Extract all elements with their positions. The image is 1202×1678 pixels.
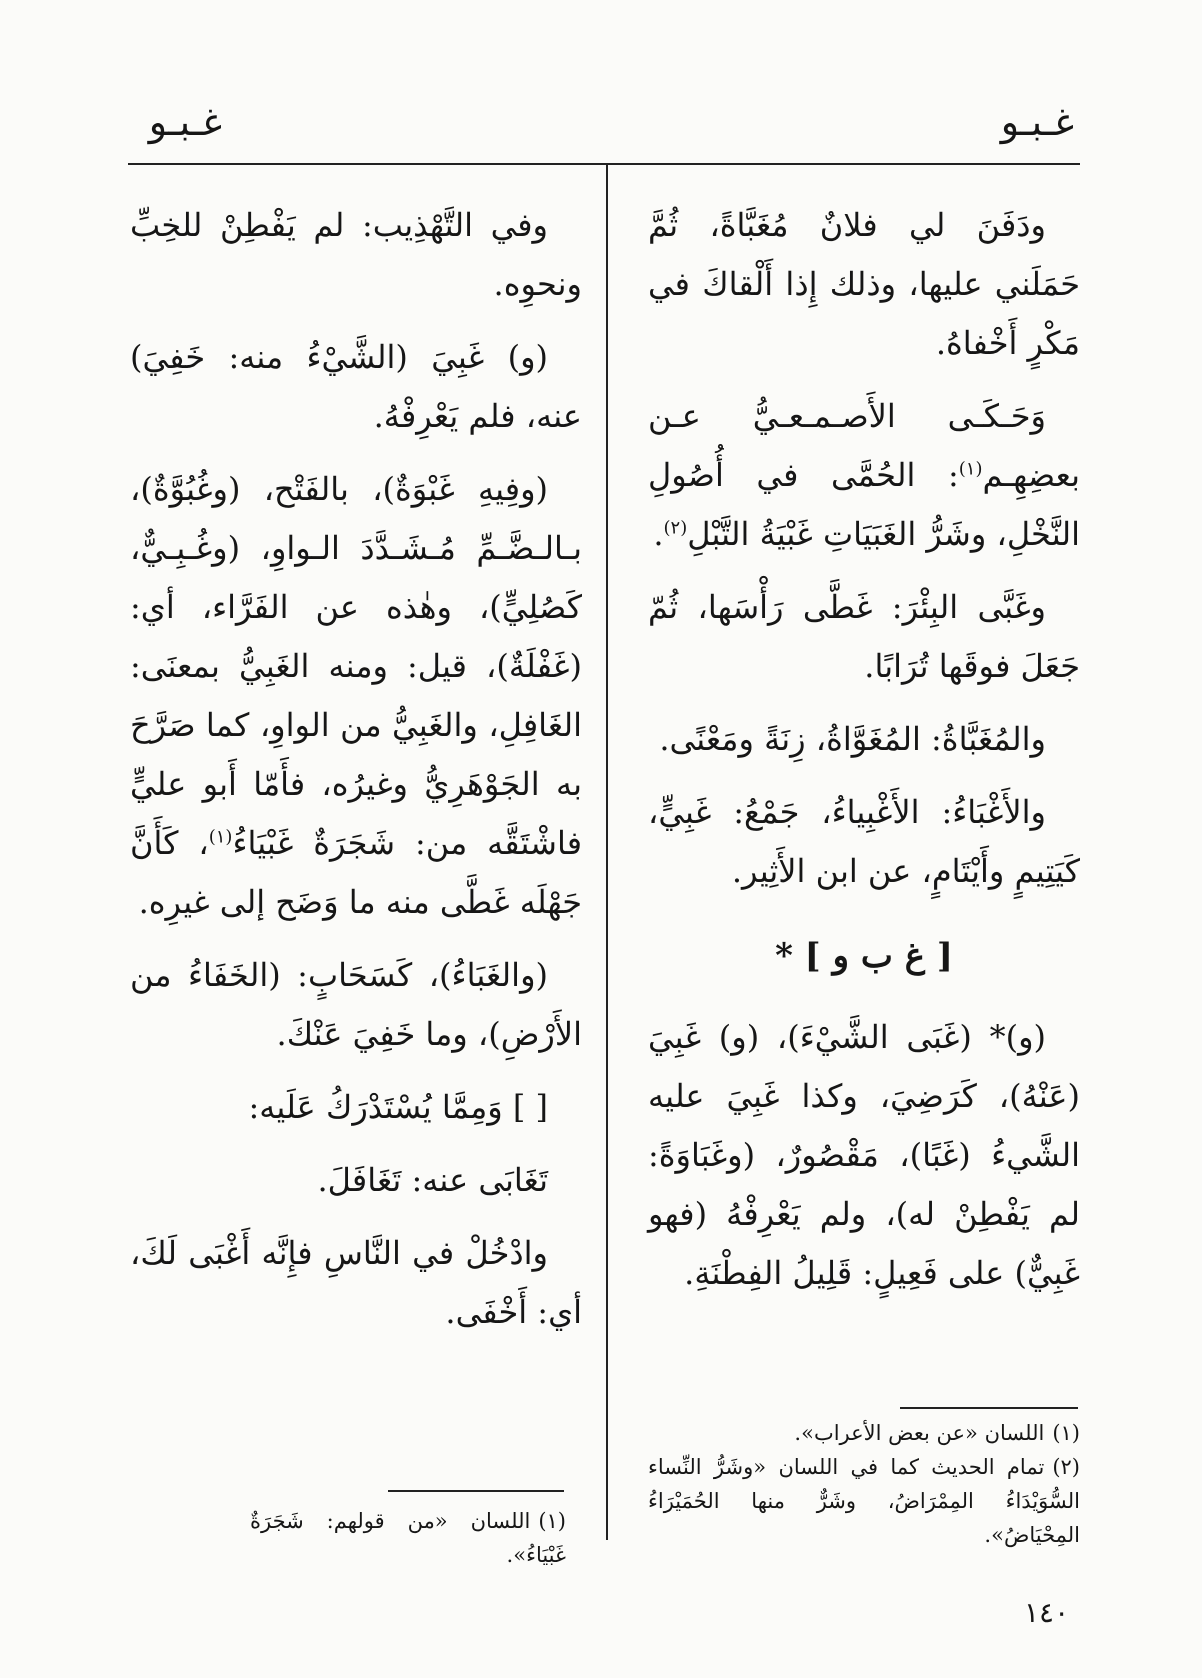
section-marker: [ ] وَمِمَّا يُسْتَدْرَكُ عَلَيه: bbox=[248, 1088, 548, 1126]
paragraph: وفي التَّهْذِيب: لم يَفْطِنْ للخِبِّ ونحوِه. bbox=[130, 206, 582, 303]
footnote-ref: (١) bbox=[958, 458, 983, 480]
footnote-rule-left bbox=[388, 1490, 564, 1492]
entry-text: (و)* (غَبَى الشَّيْءَ)، (و) غَبِيَ (عَنْهُ)، كَرَضِيَ، وكذا غَبِيَ عليه الشَّيءُ (غَبًا)، مَقْصُورٌ، (وغَبَاوَةً: لم يَفْطِنْ له)، ولم يَعْرِفْهُ (فهو غَبِيٌّ) على فَعِيلٍ: قَلِيلُ الفِطْنَةِ. bbox=[648, 1018, 1080, 1292]
left-column bbox=[130, 196, 582, 1356]
right-column bbox=[648, 196, 1080, 1317]
paragraph: تَغَابَى عنه: تَغَافَلَ. bbox=[317, 1161, 548, 1199]
footnotes-right bbox=[648, 1416, 1080, 1552]
paragraph: وادْخُلْ في النَّاسِ فإِنَّه أَغْبَى لَكَ، أي: أَخْفَى. bbox=[130, 1234, 582, 1331]
paragraph: (والغَبَاءُ)، كَسَحَابٍ: (الخَفَاءُ من الأَرْضِ)، وما خَفِيَ عَنْكَ. bbox=[130, 956, 582, 1053]
paragraph: والأَغْبَاءُ: الأَغْبِياءُ، جَمْعُ: غَبِيٍّ، كَيَتِيمٍ وأَيْتَامٍ، عن ابن الأَثِير. bbox=[648, 793, 1080, 890]
footnote: (١)اللسان «من قولهم: شَجَرَةٌ غَبْيَاءُ». bbox=[250, 1509, 566, 1567]
paragraph: (وفِيهِ غَبْوَةٌ)، بالفَتْح، (وغُبُوَّةٌ)، بـالـضَّـمِّ مُـشَـدَّدَ الـواوِ، (وغُـبِـيٌّ، كَصُلِيٍّ)، وهٰذه عن الفَرَّاء، أي: (غَفْلَةٌ)، قيل: ومنه الغَبِيُّ بمعنَى: الغَافِلِ، والغَبِيُّ من الواوِ، كما صَرَّحَ به الجَوْهَرِيُّ وغيرُه، فأَمّا أَبو عليٍّ فاشْتَقَّه من: شَجَرَةٌ غَبْيَاءُ$^{(١)}$، كَأَنَّ جَهْلَه غَطَّى منه ما وَضَح إلى غيرِه. bbox=[130, 470, 583, 921]
paragraph: (و) غَبِيَ (الشَّيْءُ منه: خَفِيَ) عنه، فلم يَعْرِفْهُ. bbox=[130, 338, 582, 435]
footnote-ref: (٢) bbox=[663, 517, 688, 539]
page-number: ١٤٠ bbox=[1024, 1596, 1070, 1629]
running-header-left: غـبـو bbox=[148, 100, 222, 144]
paragraph: وغَبَّى البِئْرَ: غَطَّى رَأْسَها، ثُمّ جَعَلَ فوقَها تُرَابًا. bbox=[648, 588, 1080, 685]
footnote-ref: (١) bbox=[208, 826, 233, 848]
paragraph: والمُغَبَّاةُ: المُغَوَّاةُ، زِنَةً ومَعْنًى. bbox=[659, 720, 1046, 758]
footnote-rule-right bbox=[900, 1407, 1078, 1409]
entry-heading: [ غ ب و ] * bbox=[775, 936, 953, 976]
footnotes-left bbox=[250, 1504, 566, 1572]
footnote: (١)اللسان «عن بعض الأعراب». bbox=[794, 1421, 1080, 1445]
header-rule bbox=[128, 163, 1080, 165]
paragraph: وَحَـكَـى الأَصـمـعـيُّ عـن بعضِهِـم$^{(١)}$: الحُمَّى في أُصُولِ النَّخْلِ، وشَرُّ الغَبَيَاتِ غَبْيَةُ التَّبْلِ$^{(٢)}$. bbox=[648, 397, 1080, 553]
footnote: (٢)تمام الحديث كما في اللسان «وشَرُّ النِّساء السُّوَيْدَاءُ المِمْرَاضُ، وشَرٌّ منها الحُمَيْرَاءُ المِحْيَاضُ». bbox=[648, 1455, 1080, 1547]
running-header-right: غـبـو bbox=[1000, 100, 1074, 144]
paragraph: ودَفَنَ لي فلانٌ مُغَبَّاةً، ثُمَّ حَمَلَني عليها، وذلك إِذا أَلْقاكَ في مَكْرٍ أَخْفاهُ. bbox=[648, 206, 1080, 362]
column-divider bbox=[606, 165, 608, 1540]
